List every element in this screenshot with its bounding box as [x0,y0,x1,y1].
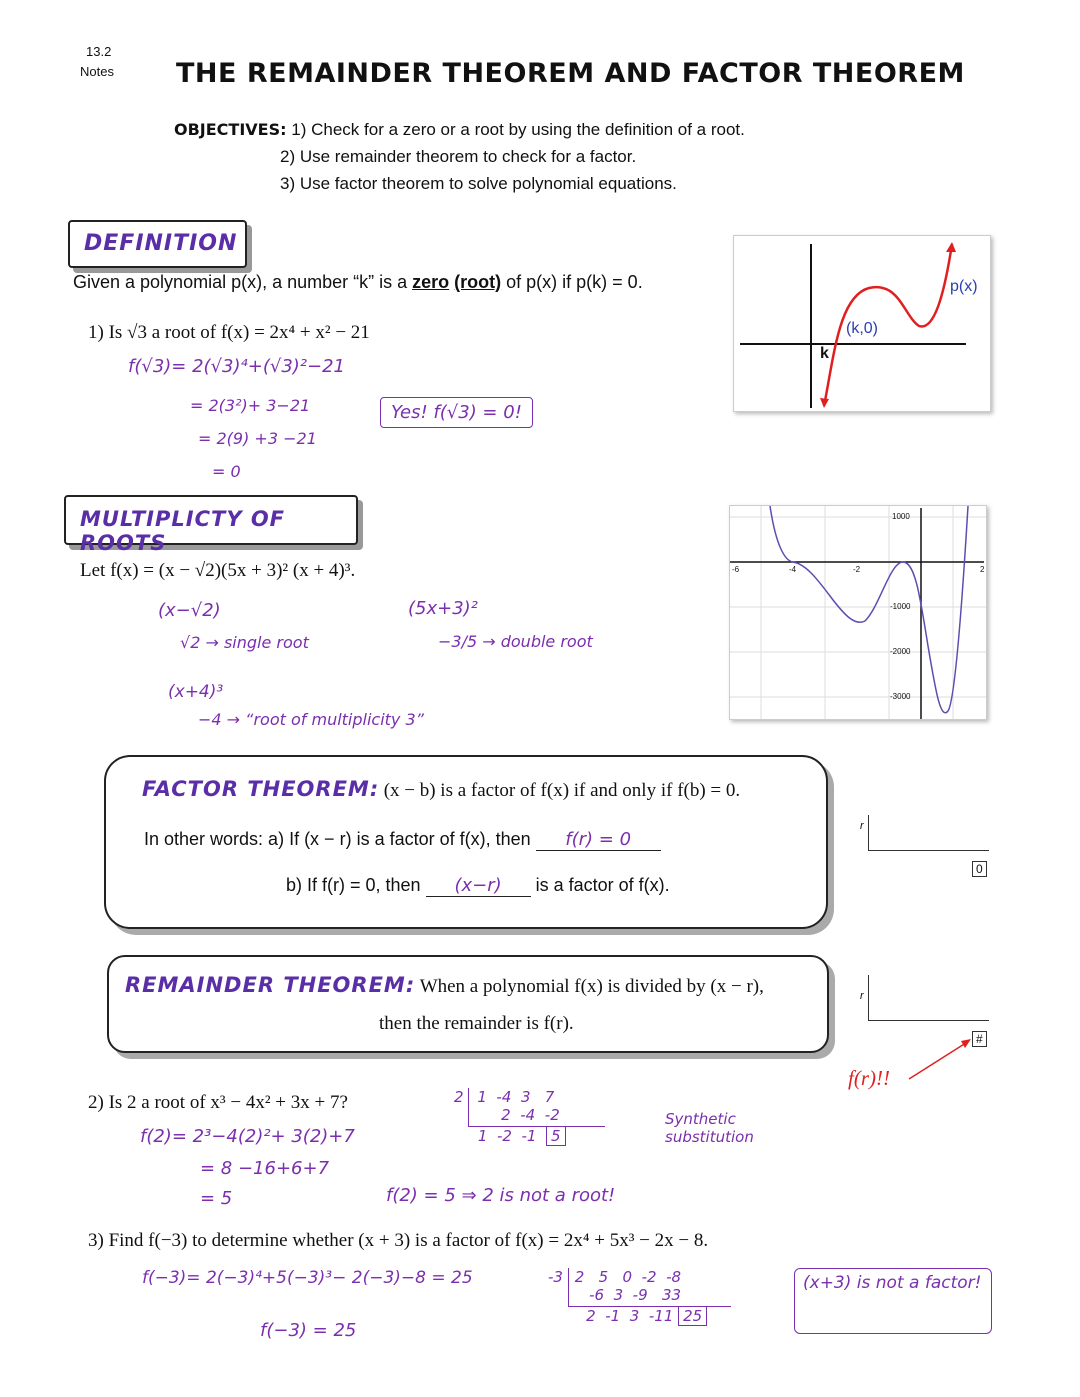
definition-heading: DEFINITION [84,231,238,256]
q2-synthetic-division: 2 1 -4 3 7 2 -4 -2 1 -2 -1 5 [454,1088,605,1145]
x-tick: -4 [789,565,797,574]
mult-note-6: −4 → “root of multiplicity 3” [198,710,424,729]
side2-division-bracket [868,975,989,1021]
q1-work-4: = 0 [212,462,241,481]
side1-value: 0 [972,861,987,877]
objectives-label: OBJECTIVES: [174,120,287,139]
k-label: k [820,345,829,362]
q1-answer: Yes! f(√3) = 0! [380,397,533,428]
remainder-theorem-line2: then the remainder is f(r). [379,1013,574,1034]
q3-work: f(−3)= 2(−3)⁴+5(−3)³− 2(−3)−8 = 25 [142,1268,473,1288]
multiplicity-graph-svg [730,506,986,719]
remainder-theorem-box [107,955,829,1053]
factor-theorem-statement: FACTOR THEOREM: (x − b) is a factor of f(x) if and only if f(b) = 0. [142,777,741,801]
p-label: p(x) [950,278,978,295]
side2-note: f(r)!! [848,1066,890,1090]
remainder-theorem-line1: REMAINDER THEOREM: When a polynomial f(x) is divided by (x − r), [125,973,764,997]
x-tick: -6 [732,565,740,574]
q2-work-1: f(2)= 2³−4(2)²+ 3(2)+7 [140,1126,355,1147]
let-statement: Let f(x) = (x − √2)(5x + 3)² (x + 4)³. [80,560,356,581]
polynomial-curve [770,506,968,713]
objectives [174,120,745,140]
q3-answer: (x+3) is not a factor! [794,1268,992,1334]
definition-heading-box [68,220,247,268]
side1-r: r [860,820,864,832]
factor-theorem-box [104,755,828,929]
q1-work-2: = 2(3²)+ 3−21 [190,396,311,415]
factor-theorem-b: b) If f(r) = 0, then (x−r) is a factor of f(x). [286,875,670,896]
mult-note-2: √2 → single root [180,633,309,652]
notes-label: Notes [80,64,114,79]
q3-synthetic-division: -3 2 5 0 -2 -8 -6 3 -9 33 2 -1 3 -11 25 [548,1268,731,1325]
section-number: 13.2 [86,44,112,59]
question-1: 1) Is √3 a root of f(x) = 2x⁴ + x² − 21 [88,322,370,343]
definition-text: Given a polynomial p(x), a number “k” is a zero (root) of p(x) if p(k) = 0. [73,272,643,292]
question-2: 2) Is 2 a root of x³ − 4x² + 3x + 7? [88,1092,348,1113]
question-3: 3) Find f(−3) to determine whether (x + 3) is a factor of f(x) = 2x⁴ + 5x³ − 2x − 8. [88,1230,709,1251]
side1-division-bracket [868,815,989,851]
page-title: THE REMAINDER THEOREM AND FACTOR THEOREM [176,58,965,89]
x-tick: -2 [853,565,861,574]
mult-note-5: (x+4)³ [168,682,224,702]
point-label: (k,0) [846,320,878,337]
multiplicity-graph [729,505,987,720]
p-curve [824,244,952,406]
mult-note-3: (5x+3)² [408,598,478,619]
q2-work-3: = 5 [200,1188,233,1209]
y-tick: 1000 [892,512,910,521]
factor-theorem-a: In other words: a) If (x − r) is a factor of f(x), then f(r) = 0 [144,829,661,851]
side2-value: # [972,1031,987,1047]
x-tick: 2 [980,565,985,574]
q1-work-1: f(√3)= 2(√3)⁴+(√3)²−21 [128,356,345,377]
q2-work-2: = 8 −16+6+7 [200,1158,330,1179]
root-graph [733,235,991,412]
q1-work-3: = 2(9) +3 −21 [198,429,317,448]
y-tick: -3000 [890,692,911,701]
objective-2: 2) Use remainder theorem to check for a factor. [280,147,637,166]
synthetic-note: Synthetic substitution [665,1110,754,1146]
multiplicity-heading: MULTIPLICTY OF ROOTS [80,507,286,555]
mult-note-4: −3/5 → double root [438,632,593,651]
red-arrow-icon [905,1035,975,1085]
q3-result: f(−3) = 25 [260,1320,357,1341]
multiplicity-heading-box [64,495,358,555]
mult-note-1: (x−√2) [158,600,221,621]
y-tick: -2000 [890,647,911,656]
y-tick: -1000 [890,602,911,611]
q2-conclusion: f(2) = 5 ⇒ 2 is not a root! [386,1185,616,1206]
objective-3: 3) Use factor theorem to solve polynomial equations. [280,174,677,193]
side2-r: r [860,990,864,1002]
objective-1: 1) Check for a zero or a root by using the definition of a root. [291,120,745,139]
